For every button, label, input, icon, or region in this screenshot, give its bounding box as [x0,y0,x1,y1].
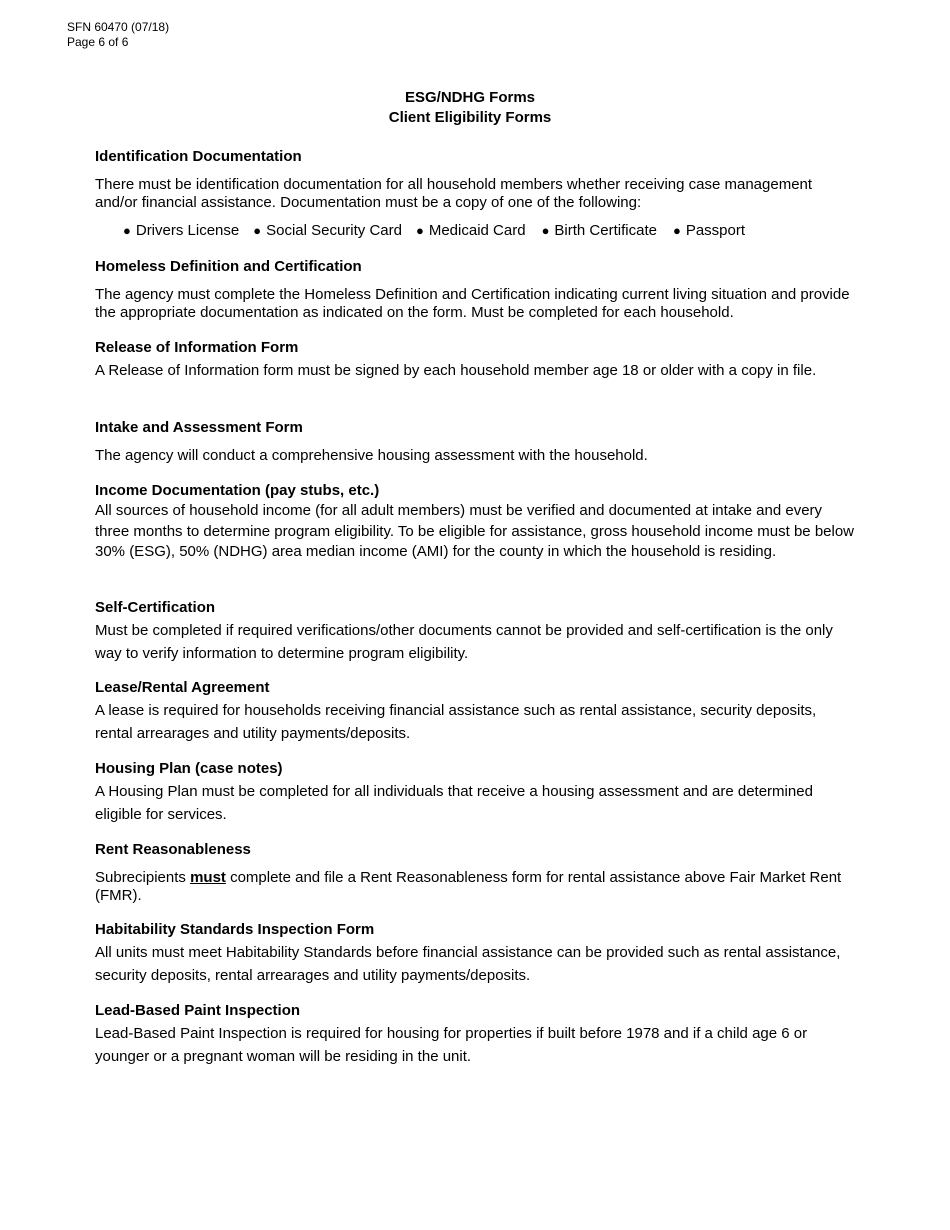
id-document-list [123,222,759,240]
list-item: ● Social Security Card [253,222,402,239]
section-body: A lease is required for households receiving financial assistance such as rental assistance, security deposits, rental arrearages and utility payments/deposits. [95,702,817,742]
page-title-line-1: ESG/NDHG Forms [404,89,536,106]
form-header [67,20,169,50]
bullet-icon: ● [672,223,681,238]
section-homeless [95,258,855,322]
section-body: The agency must complete the Homeless Definition and Certification indicating current living situation and provide the appropriate documentation as indicated on the form. Must be completed for each household. [95,286,850,321]
section-habitability [95,921,855,987]
section-body: Must be completed if required verifications/other documents cannot be provided and self-certification is the only way to verify information to determine program eligibility. [95,622,833,662]
section-lease [95,679,855,745]
section-body: A Housing Plan must be completed for all individuals that receive a housing assessment and are determined eligible for services. [95,783,813,823]
section-heading: Homeless Definition and Certification [95,258,362,275]
section-income [95,482,855,563]
section-rent-reasonableness [95,841,855,905]
page-title-line-2: Client Eligibility Forms [388,109,552,126]
section-identification [95,148,855,212]
section-heading: Income Documentation (pay stubs, etc.) [95,482,380,499]
section-body: There must be identification documentation for all household members whether receiving case management and/or financial assistance. Documentation must be a copy of one of the following: [95,176,813,211]
bullet-icon: ● [123,223,131,238]
section-heading: Identification Documentation [95,148,302,165]
section-lead-paint [95,1002,855,1068]
section-body: All units must meet Habitability Standards before financial assistance can be provided such as rental assistance, security deposits, rental arrearages and utility payments/deposits. [95,944,841,984]
section-heading: Intake and Assessment Form [95,419,303,436]
section-body: Lead-Based Paint Inspection is required for housing for properties if built before 1978 and if a child age 6 or younger or a pregnant woman will be residing in the unit. [95,1025,808,1065]
list-item: ● Drivers License [123,222,240,239]
section-housing-plan [95,760,855,826]
list-item: ● Passport [672,222,746,239]
section-body: The agency will conduct a comprehensive housing assessment with the household. [95,447,648,464]
section-heading: Lease/Rental Agreement [95,679,270,696]
section-heading: Housing Plan (case notes) [95,760,283,777]
list-item: ● Birth Certificate [541,222,657,239]
bullet-icon: ● [253,223,262,238]
section-heading: Self-Certification [95,599,216,616]
section-body: All sources of household income (for all adult members) must be verified and documented at intake and every three months to determine program eligibility. To be eligible for assistance, gross household income must be below 30% (ESG), 50% (NDHG) area median income (AMI) for the county in which the household is residing. [95,502,855,560]
page-title [0,88,940,128]
section-self-certification [95,599,855,665]
section-heading: Rent Reasonableness [95,841,251,858]
bullet-icon: ● [541,223,550,238]
list-item: ● Medicaid Card [415,222,526,239]
emphasis-must: must [190,869,226,886]
section-body: A Release of Information form must be signed by each household member age 18 or older with a copy in file. [95,362,817,379]
section-body: Subrecipients must complete and file a Rent Reasonableness form for rental assistance above Fair Market Rent (FMR). [95,869,842,904]
section-heading: Habitability Standards Inspection Form [95,921,375,938]
bullet-icon: ● [415,223,424,238]
section-intake [95,419,855,465]
section-heading: Lead-Based Paint Inspection [95,1002,301,1019]
page-number: Page 6 of 6 [67,35,129,49]
section-heading: Release of Information Form [95,339,299,356]
section-release [95,339,855,383]
form-number: SFN 60470 (07/18) [67,20,170,34]
